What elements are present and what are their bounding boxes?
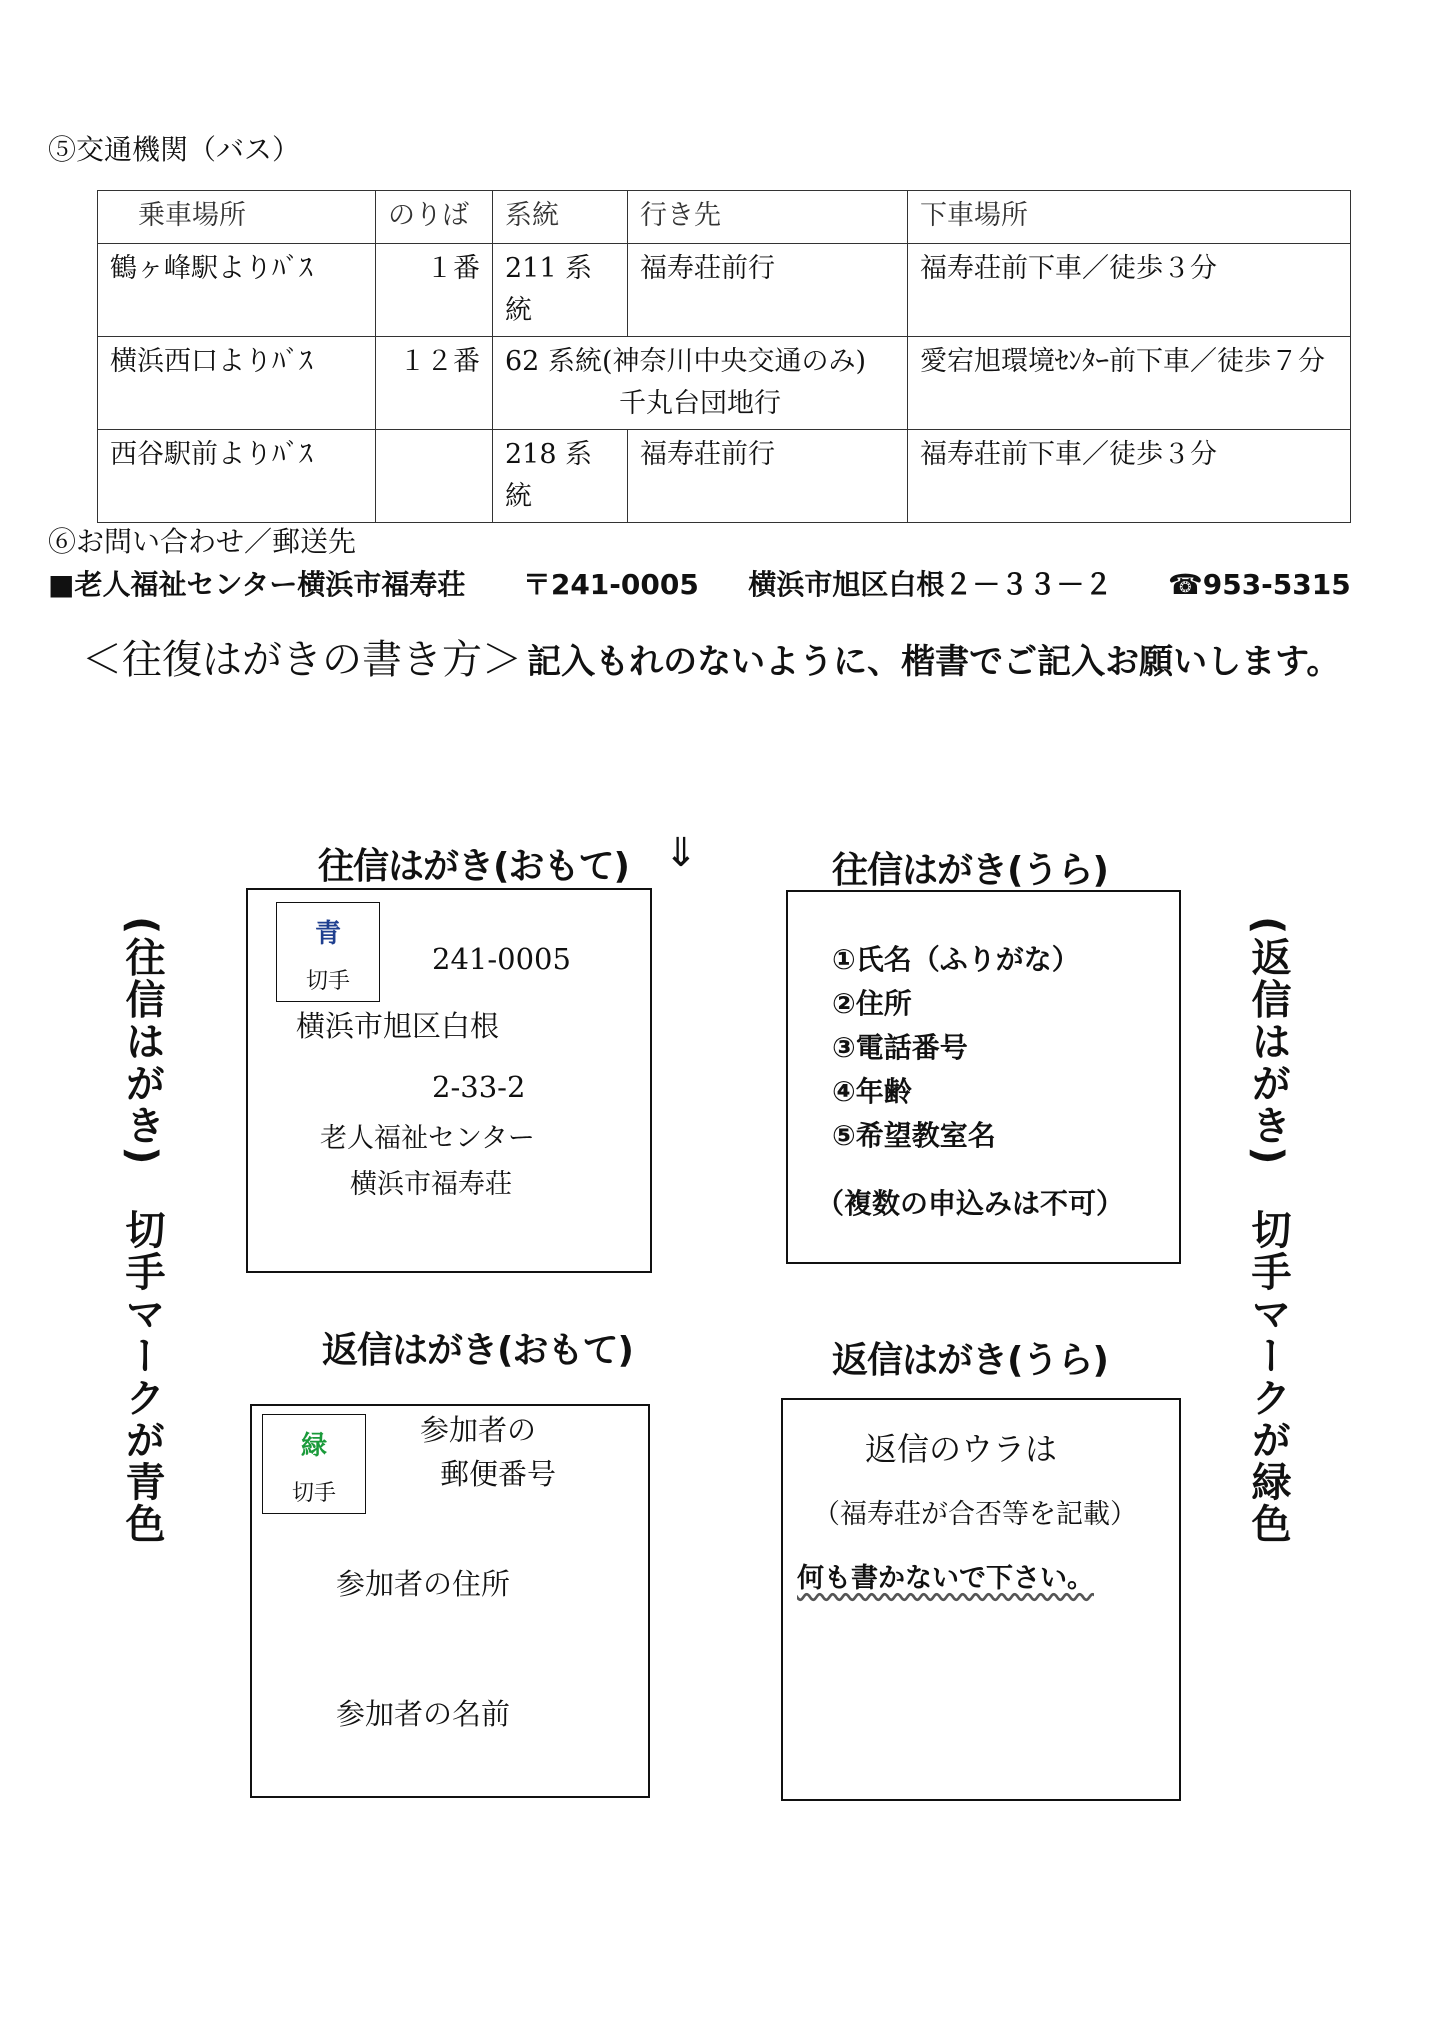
table-cell: 211 系統	[493, 244, 628, 337]
list-item: ①氏名（ふりがな）	[832, 943, 1080, 976]
table-cell: 西谷駅前よりﾊﾞｽ	[98, 430, 376, 523]
org-line-1: 老人福祉センター	[320, 1123, 535, 1154]
table-cell-merged	[493, 337, 908, 430]
contact-postal: 〒241-0005	[522, 568, 699, 601]
left-side-label: (往信はがき) 切手マークが青色	[119, 916, 165, 1545]
howto-title-line	[82, 628, 1340, 685]
postal-code: 241-0005	[432, 942, 571, 976]
table-row	[98, 337, 1351, 430]
participant-address: 参加者の住所	[336, 1567, 511, 1601]
table-cell: 横浜西口よりﾊﾞｽ	[98, 337, 376, 430]
list-item: ④年齢	[832, 1075, 912, 1108]
section5-heading: ⑤交通機関（バス）	[48, 133, 301, 166]
participant-name: 参加者の名前	[336, 1697, 511, 1731]
turn-arrow-icon: ⇓	[664, 830, 698, 876]
reply-back-line-2: （福寿荘が合否等を記載）	[813, 1499, 1137, 1530]
table-cell	[376, 430, 493, 523]
table-header-row	[98, 191, 1351, 244]
blue-stamp-box	[276, 902, 380, 1002]
table-cell: 福寿荘前行	[628, 244, 908, 337]
table-cell: 福寿荘前下車／徒歩３分	[908, 430, 1351, 523]
contact-address: 横浜市旭区白根２－３３－２	[748, 568, 1113, 601]
right-side-label: (返信はがき) 切手マークが緑色	[1245, 916, 1291, 1545]
contact-name: ■老人福祉センター横浜市福寿荘	[48, 568, 466, 601]
header-cell: 乗車場所	[98, 191, 376, 244]
table-cell: １２番	[376, 337, 493, 430]
participant-postal-line-1: 参加者の	[420, 1413, 537, 1447]
table-row	[98, 244, 1351, 337]
table-cell: 福寿荘前行	[628, 430, 908, 523]
outgoing-front-card	[246, 888, 652, 1273]
reply-front-card	[250, 1404, 650, 1798]
multiple-application-note: （複数の申込みは不可）	[816, 1187, 1125, 1220]
stamp-color-label: 緑	[300, 1431, 327, 1461]
stamp-label: 切手	[291, 1481, 336, 1506]
list-item: ③電話番号	[832, 1031, 968, 1064]
list-item: ⑤希望教室名	[832, 1119, 996, 1152]
stamp-label: 切手	[305, 969, 350, 994]
outgoing-back-title: 往信はがき(うら)	[832, 850, 1108, 891]
section6-heading: ⑥お問い合わせ／郵送先	[48, 525, 357, 558]
address-line-1: 横浜市旭区白根	[296, 1009, 500, 1043]
route-line: 62 系統(神奈川中央交通のみ)	[505, 346, 867, 377]
howto-note: 記入もれのないように、楷書でご記入お願いします。	[527, 642, 1341, 682]
list-item: ②住所	[832, 987, 912, 1020]
outgoing-back-card	[786, 890, 1181, 1264]
required-items-list	[832, 938, 1080, 1158]
stamp-color-label: 青	[314, 919, 341, 949]
reply-back-line-1: 返信のウラは	[865, 1430, 1058, 1468]
table-cell: 福寿荘前下車／徒歩３分	[908, 244, 1351, 337]
outgoing-front-title: 往信はがき(おもて)	[318, 846, 629, 887]
header-cell: 下車場所	[908, 191, 1351, 244]
participant-postal-line-2: 郵便番号	[440, 1457, 557, 1491]
header-cell: 行き先	[628, 191, 908, 244]
table-row	[98, 430, 1351, 523]
contact-phone: ☎953-5315	[1167, 568, 1351, 601]
green-stamp-box	[262, 1414, 366, 1514]
table-cell: 鶴ヶ峰駅よりﾊﾞｽ	[98, 244, 376, 337]
table-cell: １番	[376, 244, 493, 337]
table-cell: 愛宕旭環境ｾﾝﾀｰ前下車／徒歩７分	[908, 337, 1351, 430]
header-cell: 系統	[493, 191, 628, 244]
destination-line: 千丸台団地行	[619, 388, 781, 419]
reply-back-warning: 何も書かないで下さい。	[797, 1563, 1094, 1594]
org-line-2: 横浜市福寿荘	[350, 1169, 512, 1200]
reply-front-title: 返信はがき(おもて)	[322, 1330, 633, 1371]
howto-title: ＜往復はがきの書き方＞	[82, 637, 522, 683]
header-cell: のりば	[376, 191, 493, 244]
table-cell: 218 系統	[493, 430, 628, 523]
contact-line	[48, 563, 1351, 603]
address-line-2: 2-33-2	[432, 1070, 526, 1104]
reply-back-card	[781, 1398, 1181, 1801]
reply-back-title: 返信はがき(うら)	[832, 1340, 1108, 1381]
bus-table	[97, 190, 1351, 523]
